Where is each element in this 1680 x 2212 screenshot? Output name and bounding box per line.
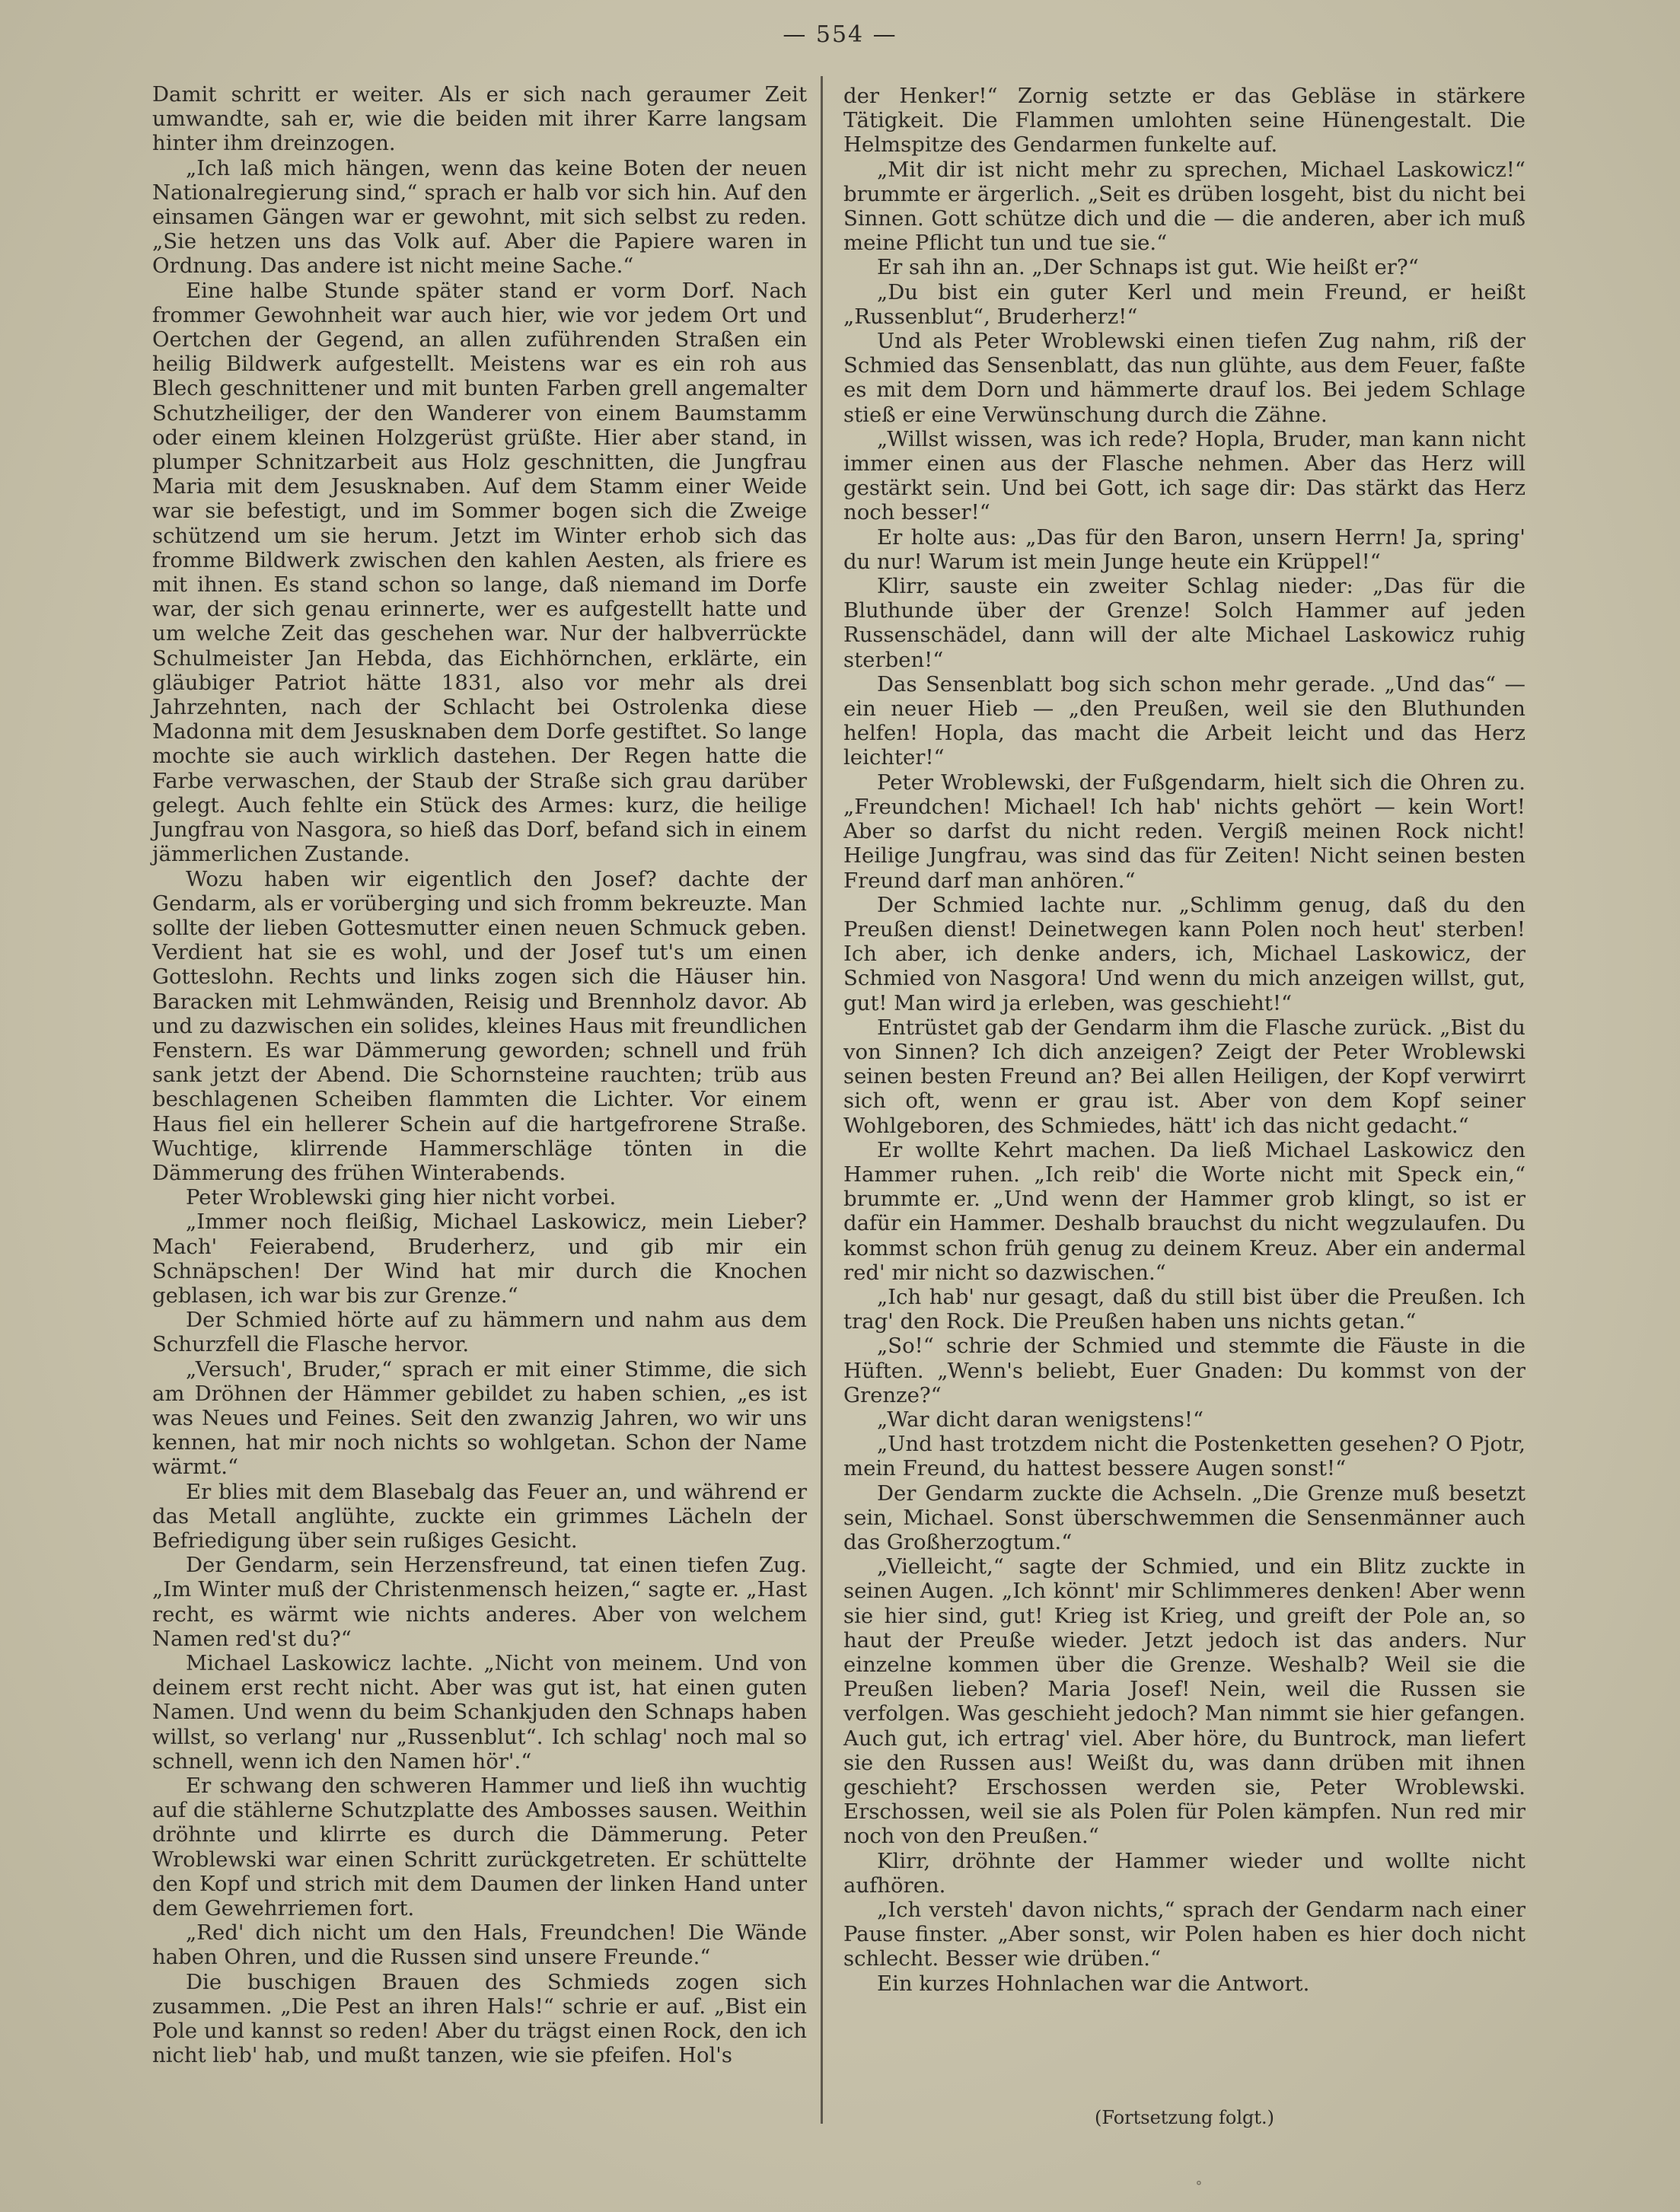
paragraph: „Mit dir ist nicht mehr zu sprechen, Michael Laskowicz!“ brummte er ärgerlich. „Seit es drüben losgeht, bist du nicht bei Sinnen. Gott schütze dich und die — die anderen, aber ich muß meine Pflicht tun und tue sie.“ — [843, 157, 1525, 256]
paragraph: „Versuch', Bruder,“ sprach er mit einer Stimme, die sich am Dröhnen der Hämmer gebildet zu haben schien, „es ist was Neues und Feines. Seit den zwanzig Jahren, wo wir uns kennen, hat mir noch nichts so wohlgetan. Schon der Name wärmt.“ — [152, 1356, 807, 1480]
right-column — [843, 84, 1525, 1996]
paragraph: Er blies mit dem Blasebalg das Feuer an, und während er das Metall anglühte, zuckte ein grimmes Lächeln der Befriedigung über sein rußiges Gesicht. — [152, 1479, 807, 1553]
paragraph: Wozu haben wir eigentlich den Josef? dachte der Gendarm, als er vorüberging und sich fromm bekreuzte. Man sollte der lieben Gottesmutter einen neuen Schmuck geben. Verdient hat sie es wohl, und der Josef tut's um einen Gotteslohn. Rechts und links zogen sich die Häuser hin. Baracken mit Lehmwänden, Reisig und Brennholz davor. Ab und zu dazwischen ein solides, kleines Haus mit freundlichen Fenstern. Es war Dämmerung geworden; schnell und früh sank jetzt der Abend. Die Schornsteine rauchten; trüb aus beschlagenen Scheiben flammten die Lichter. Vor einem Haus fiel ein hellerer Schein auf die hartgefrorene Straße. Wuchtige, klirrende Hammerschläge tönten in die Dämmerung des frühen Winterabends. — [152, 866, 807, 1185]
paragraph: Klirr, sauste ein zweiter Schlag nieder: „Das für die Bluthunde über der Grenze! Solch Hammer auf jeden Russenschädel, dann will der alte Michael Laskowicz ruhig sterben!“ — [843, 574, 1525, 672]
column-divider — [821, 76, 823, 2124]
paragraph: Peter Wroblewski ging hier nicht vorbei. — [186, 1185, 617, 1210]
paragraph: Der Schmied hörte auf zu hämmern und nahm aus dem Schurzfell die Flasche hervor. — [152, 1308, 807, 1357]
paragraph: Ein kurzes Hohnlachen war die Antwort. — [877, 1971, 1310, 1996]
paragraph: „Red' dich nicht um den Hals, Freundchen! Die Wände haben Ohren, und die Russen sind unsere Freunde.“ — [152, 1920, 807, 1970]
paragraph: Peter Wroblewski, der Fußgendarm, hielt sich die Ohren zu. „Freundchen! Michael! Ich hab' nichts gehört — kein Wort! Aber so darfst du nicht reden. Vergiß meinen Rock nicht! Heilige Jungfrau, was sind das für Zeiten! Nicht seinen besten Freund darf man anhören.“ — [843, 770, 1525, 893]
paragraph: „War dicht daran wenigstens!“ — [877, 1407, 1204, 1432]
paragraph: Das Sensenblatt bog sich schon mehr gerade. „Und das“ — ein neuer Hieb — „den Preußen, weil sie den Bluthunden helfen! Hopla, das macht die Arbeit leicht und das Herz leichter!“ — [843, 671, 1525, 770]
paragraph: Eine halbe Stunde später stand er vorm Dorf. Nach frommer Gewohnheit war auch hier, wie vor jedem Ort und Oertchen der Gegend, an allen zuführenden Straßen ein heilig Bildwerk aufgestellt. Meistens war es ein roh aus Blech geschnittener und mit bunten Farben grell angemalter Schutzheiliger, der den Wanderer von einem Baumstamm oder einem kleinen Holzgerüst grüßte. Hier aber stand, in plumper Schnitzarbeit aus Holz geschnitten, die Jungfrau Maria mit dem Jesusknaben. Auf dem Stamm einer Weide war sie befestigt, und im Sommer bogen sich die Zweige schützend um sie herum. Jetzt im Winter erhob sich das fromme Bildwerk zwischen den kahlen Aesten, als friere es mit ihnen. Es stand schon so lange, daß niemand im Dorfe war, der sich genau erinnerte, wer es aufgestellt hatte und um welche Zeit das geschehen war. Nur der halbverrückte Schulmeister Jan Hebda, das Eichhörnchen, erklärte, ein gläubiger Patriot hätte 1831, also vor mehr als drei Jahrzehnten, nach der Schlacht bei Ostrolenka diese Madonna mit dem Jesusknaben dem Dorfe gestiftet. So lange mochte sie auch wirklich dastehen. Der Regen hatte die Farbe verwaschen, der Staub der Straße sich grau darüber gelegt. Auch fehlte ein Stück des Armes: kurz, die heilige Jungfrau von Nasgora, so hieß das Dorf, befand sich in einem jämmerlichen Zustande. — [152, 278, 807, 867]
paragraph: Klirr, dröhnte der Hammer wieder und wollte nicht aufhören. — [843, 1848, 1525, 1898]
paragraph: Michael Laskowicz lachte. „Nicht von meinem. Und von deinem erst recht nicht. Aber was gut ist, hat einen guten Namen. Und wenn du beim Schankjuden den Schnaps haben willst, so verlang' nur „Russenblut“. Ich schlag' noch mal so schnell, wenn ich den Namen hör'.“ — [152, 1651, 807, 1774]
paragraph: „Ich versteh' davon nichts,“ sprach der Gendarm nach einer Pause finster. „Aber sonst, wir Polen haben es hier doch nicht schlecht. Besser wie drüben.“ — [843, 1898, 1525, 1971]
paragraph: „Du bist ein guter Kerl und mein Freund, er heißt „Russenblut“, Bruderherz!“ — [843, 279, 1525, 329]
paragraph: Er sah ihn an. „Der Schnaps ist gut. Wie heißt er?“ — [877, 255, 1419, 280]
paragraph: „So!“ schrie der Schmied und stemmte die Fäuste in die Hüften. „Wenn's beliebt, Euer Gnaden: Du kommst von der Grenze?“ — [843, 1334, 1525, 1407]
paragraph: Damit schritt er weiter. Als er sich nach geraumer Zeit umwandte, sah er, wie die beiden mit ihrer Karre langsam hinter ihm dreinzogen. — [152, 82, 807, 156]
paragraph: Er holte aus: „Das für den Baron, unsern Herrn! Ja, spring' du nur! Warum ist mein Junge heute ein Krüppel!“ — [843, 524, 1525, 574]
paragraph: Die buschigen Brauen des Schmieds zogen sich zusammen. „Die Pest an ihren Hals!“ schrie er auf. „Bist ein Pole und kannst so reden! Aber du trägst einen Rock, den ich nicht lieb' hab, und mußt tanzen, wie sie pfeifen. Hol's — [152, 1969, 807, 2068]
paragraph: „Ich laß mich hängen, wenn das keine Boten der neuen Nationalregierung sind,“ sprach er halb vor sich hin. Auf den einsamen Gängen war er gewohnt, mit sich selbst zu reden. „Sie hetzen uns das Volk auf. Aber die Papiere waren in Ordnung. Das andere ist nicht meine Sache.“ — [152, 155, 807, 279]
page-number: — 554 — — [783, 21, 897, 48]
paragraph: „Ich hab' nur gesagt, daß du still bist über die Preußen. Ich trag' den Rock. Die Preußen haben uns nichts getan.“ — [843, 1284, 1525, 1334]
continuation-note: (Fortsetzung folgt.) — [1095, 2107, 1274, 2128]
paragraph: der Henker!“ Zornig setzte er das Gebläse in stärkere Tätigkeit. Die Flammen umlohten seine Hünengestalt. Die Helmspitze des Gendarmen funkelte auf. — [843, 84, 1525, 158]
paragraph: Der Gendarm zuckte die Achseln. „Die Grenze muß besetzt sein, Michael. Sonst überschwemmen die Sensenmänner auch das Großherzogtum.“ — [843, 1481, 1525, 1554]
page-mark: ∘ — [1195, 2173, 1203, 2191]
paragraph: Er wollte Kehrt machen. Da ließ Michael Laskowicz den Hammer ruhen. „Ich reib' die Worte nicht mit Speck ein,“ brummte er. „Und wenn der Hammer grob klingt, so ist er dafür ein Hammer. Deshalb brauchst du nicht wegzulaufen. Du kommst schon früh genug zu deinem Kreuz. Aber ein andermal red' mir nicht so dazwischen.“ — [843, 1137, 1525, 1285]
paragraph: „Willst wissen, was ich rede? Hopla, Bruder, man kann nicht immer einen aus der Flasche nehmen. Aber das Herz will gestärkt sein. Und bei Gott, ich sage dir: Das stärkt das Herz noch besser!“ — [843, 426, 1525, 525]
paragraph: Entrüstet gab der Gendarm ihm die Flasche zurück. „Bist du von Sinnen? Ich dich anzeigen? Zeigt der Peter Wroblewski seinen besten Freund an? Bei allen Heiligen, der Kopf verwirrt sich oft, wenn er grau ist. Aber von dem Kopf seiner Wohlgeboren, des Schmiedes, hätt' ich das nicht gedacht.“ — [843, 1015, 1525, 1138]
paragraph: „Und hast trotzdem nicht die Postenketten gesehen? O Pjotr, mein Freund, du hattest bessere Augen sonst!“ — [843, 1432, 1525, 1481]
paragraph: „Immer noch fleißig, Michael Laskowicz, mein Lieber? Mach' Feierabend, Bruderherz, und gib mir ein Schnäpschen! Der Wind hat mir durch die Knochen geblasen, ich war bis zur Grenze.“ — [152, 1210, 807, 1308]
paragraph: Der Gendarm, sein Herzensfreund, tat einen tiefen Zug. „Im Winter muß der Christenmensch heizen,“ sagte er. „Hast recht, es wärmt wie nichts anderes. Aber von welchem Namen red'st du?“ — [152, 1553, 807, 1651]
paragraph: Der Schmied lachte nur. „Schlimm genug, daß du den Preußen dienst! Deinetwegen kann Polen noch heut' sterben! Ich aber, ich denke anders, ich, Michael Laskowicz, der Schmied von Nasgora! Und wenn du mich anzeigen willst, gut, gut! Man wird ja erleben, was geschieht!“ — [843, 892, 1525, 1015]
paragraph: „Vielleicht,“ sagte der Schmied, und ein Blitz zuckte in seinen Augen. „Ich könnt' mir Schlimmeres denken! Aber wenn sie hier sind, gut! Krieg ist Krieg, und greift der Pole an, so haut der Preuße wieder. Jetzt jedoch ist das anders. Nur einzelne kommen über die Grenze. Weshalb? Weil sie die Preußen lieben? Maria Josef! Nein, weil die Russen sie verfolgen. Was geschieht jedoch? Man nimmt sie hier gefangen. Auch gut, ich ertrag' viel. Aber höre, du Buntrock, man liefert sie den Russen aus! Weißt du, was dann drüben mit ihnen geschieht? Erschossen werden sie, Peter Wroblewski. Erschossen, weil sie als Polen für Polen kämpfen. Nun red mir noch von den Preußen.“ — [843, 1554, 1525, 1849]
left-column — [152, 82, 807, 2067]
paragraph: Er schwang den schweren Hammer und ließ ihn wuchtig auf die stählerne Schutzplatte des Ambosses sausen. Weithin dröhnte und klirrte es durch die Dämmerung. Peter Wroblewski war einen Schritt zurückgetreten. Er schüttelte den Kopf und strich mit dem Daumen der linken Hand unter dem Gewehrriemen fort. — [152, 1774, 807, 1921]
paragraph: Und als Peter Wroblewski einen tiefen Zug nahm, riß der Schmied das Sensenblatt, das nun glühte, aus dem Feuer, faßte es mit dem Dorn und hämmerte drauf los. Bei jedem Schlage stieß er eine Verwünschung durch die Zähne. — [843, 329, 1525, 427]
